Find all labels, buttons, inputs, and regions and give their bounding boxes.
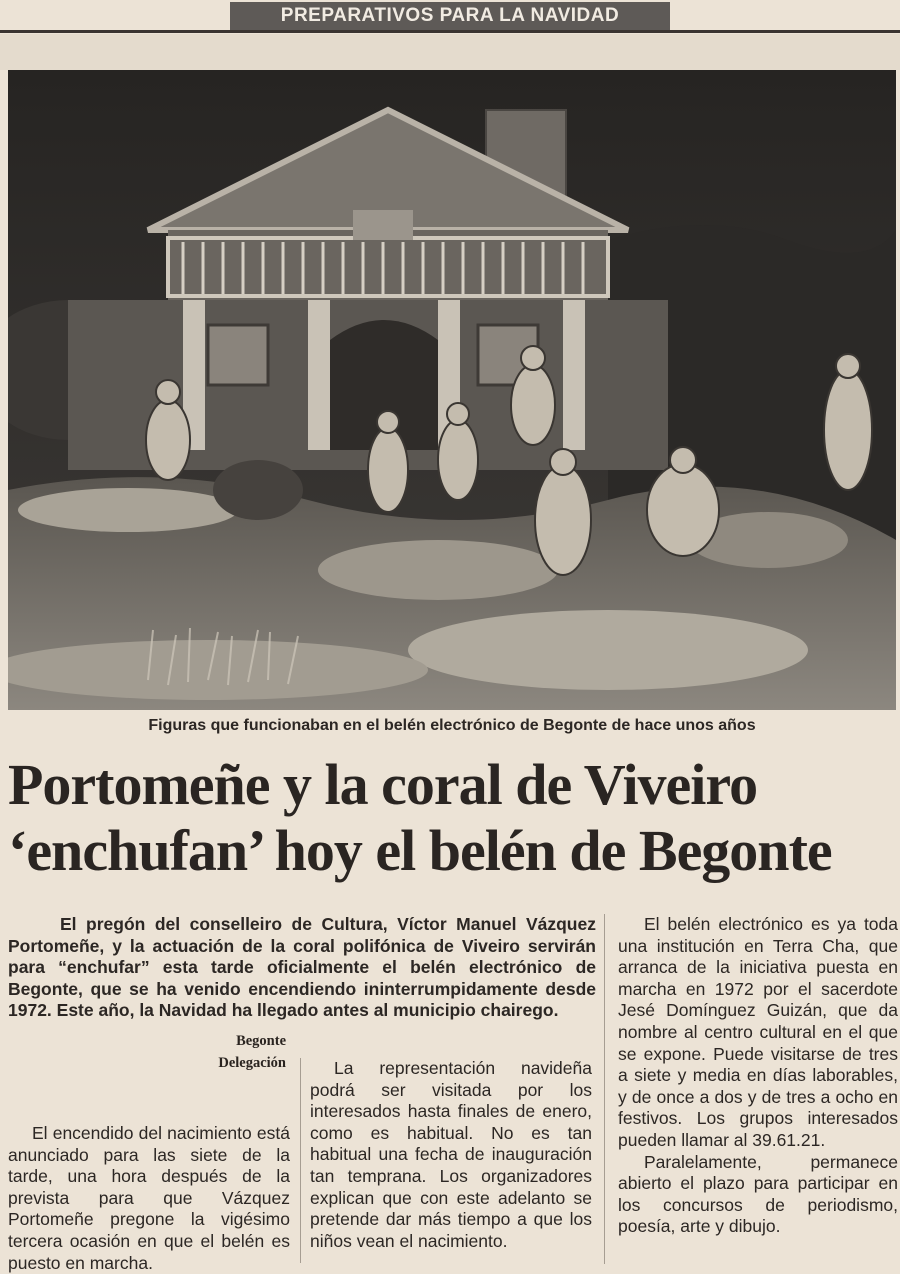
headline-line-1: Portomeñe y la coral de Viveiro	[8, 752, 758, 817]
body-paragraph: Paralelamente, permanece abierto el plazo para participar en los concursos de periodismo, poesía, arte y dibujo.	[618, 1151, 898, 1237]
byline	[170, 1030, 286, 1074]
body-column-2: La representación navideña podrá ser visitada por los interesados hasta finales de enero, como es habitual. No es tan habitual una fecha de inauguración tan temprana. Los organizadores explican que con este adelanto se pretende dar más tiempo a que los niños vean el nacimiento.	[310, 1058, 592, 1251]
banner-rule	[0, 30, 900, 33]
column-divider	[604, 914, 605, 1264]
byline-place: Begonte	[236, 1033, 286, 1049]
photo-caption: Figuras que funcionaban en el belén electrónico de Begonte de hace unos años	[148, 717, 756, 734]
headline-line-2: ‘enchufan’ hoy el belén de Begonte	[8, 818, 832, 883]
body-paragraph: El belén electrónico es ya toda una institución en Terra Cha, que arranca de la iniciativa puesta en marcha en 1972 por el sacerdote Jesé Domínguez Guizán, que da nombre al centro cultural en el que se expone. Puede visitarse de tres a siete y media en días laborables, y de once a dos y de tres a ocho en festivos. Los grupos interesados pueden llamar al 39.61.21.	[618, 914, 898, 1150]
body-column-3	[618, 914, 898, 1238]
nativity-photo	[8, 70, 896, 710]
section-banner	[0, 0, 900, 34]
column-divider	[300, 1058, 301, 1263]
body-column-1: El encendido del nacimiento está anunciado para las siete de la tarde, una hora después de la prevista para que Vázquez Portomeñe pregone la vigésimo tercera ocasión en que el belén es puesto en marcha.	[8, 1123, 290, 1273]
section-banner-label: PREPARATIVOS PARA LA NAVIDAD	[230, 2, 670, 30]
headline	[8, 752, 896, 884]
lead-paragraph: El pregón del conselleiro de Cultura, Víctor Manuel Vázquez Portomeñe, y la actuación de la coral polifónica de Viveiro servirán para “enchufar” esta tarde oficialmente el belén electrónico de Begonte, que se ha venido encendiendo ininterrumpidamente desde 1972. Este año, la Navidad ha llegado antes al municipio chairego.	[8, 914, 596, 1021]
nativity-scene-illustration	[8, 70, 896, 710]
byline-source: Delegación	[218, 1055, 286, 1071]
bleed-through-strip	[0, 34, 900, 70]
